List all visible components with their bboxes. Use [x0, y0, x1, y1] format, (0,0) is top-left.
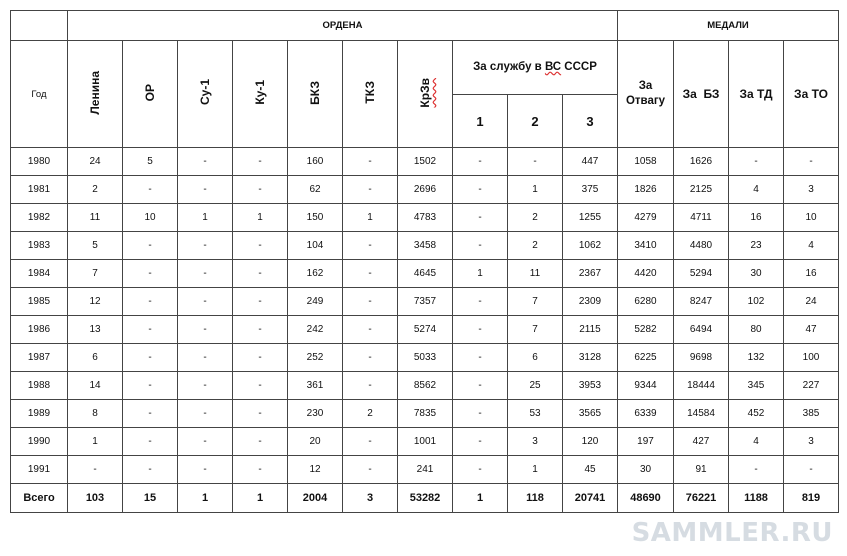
table-cell: - — [453, 148, 508, 176]
table-cell: 53 — [508, 400, 563, 428]
table-cell: 1626 — [674, 148, 729, 176]
col-bz-header: За БЗ — [674, 41, 729, 148]
total-cell: 15 — [123, 484, 178, 513]
table-cell: 9698 — [674, 344, 729, 372]
table-cell: 3953 — [563, 372, 618, 400]
table-cell: 4711 — [674, 204, 729, 232]
table-cell: 3 — [784, 176, 839, 204]
table-cell: 5 — [68, 232, 123, 260]
table-cell: 4 — [729, 428, 784, 456]
service-sub-1: 1 — [453, 95, 508, 148]
table-cell: 5294 — [674, 260, 729, 288]
col-su1-header: Су-1 — [178, 41, 233, 148]
table-cell: 6 — [68, 344, 123, 372]
orders-group-header: ОРДЕНА — [68, 11, 618, 41]
total-cell: 1 — [233, 484, 288, 513]
year-cell: 1985 — [11, 288, 68, 316]
table-cell: 252 — [288, 344, 343, 372]
table-cell: 7 — [508, 316, 563, 344]
service-sub-2: 2 — [508, 95, 563, 148]
table-cell: - — [343, 372, 398, 400]
table-row — [11, 400, 839, 428]
corner-cell — [11, 11, 68, 41]
table-row — [11, 316, 839, 344]
table-cell: 6280 — [618, 288, 674, 316]
table-cell: 249 — [288, 288, 343, 316]
total-cell: 1 — [178, 484, 233, 513]
table-cell: 2125 — [674, 176, 729, 204]
table-cell: 6339 — [618, 400, 674, 428]
total-cell: 103 — [68, 484, 123, 513]
table-cell: 227 — [784, 372, 839, 400]
table-cell: 1 — [233, 204, 288, 232]
table-cell: 2309 — [563, 288, 618, 316]
total-cell: 2004 — [288, 484, 343, 513]
year-cell: 1986 — [11, 316, 68, 344]
table-cell: - — [123, 456, 178, 484]
table-cell: 7 — [68, 260, 123, 288]
table-row — [11, 232, 839, 260]
table-cell: 150 — [288, 204, 343, 232]
table-row — [11, 456, 839, 484]
total-label: Всего — [11, 484, 68, 513]
table-cell: 104 — [288, 232, 343, 260]
table-cell: 241 — [398, 456, 453, 484]
table-cell: 30 — [729, 260, 784, 288]
year-cell: 1988 — [11, 372, 68, 400]
service-header: За службу в ВС СССР — [453, 41, 618, 95]
table-cell: 4783 — [398, 204, 453, 232]
col-to-header: За ТО — [784, 41, 839, 148]
table-cell: 7357 — [398, 288, 453, 316]
year-cell: 1981 — [11, 176, 68, 204]
table-cell: 6 — [508, 344, 563, 372]
total-cell: 48690 — [618, 484, 674, 513]
table-cell: - — [178, 456, 233, 484]
col-td-header: За ТД — [729, 41, 784, 148]
table-cell: 4480 — [674, 232, 729, 260]
table-row — [11, 288, 839, 316]
table-cell: - — [178, 428, 233, 456]
table-cell: 1001 — [398, 428, 453, 456]
table-cell: - — [123, 344, 178, 372]
table-row — [11, 372, 839, 400]
table-cell: 6494 — [674, 316, 729, 344]
table-cell: 11 — [508, 260, 563, 288]
table-cell: - — [453, 400, 508, 428]
table-cell: 11 — [68, 204, 123, 232]
table-row — [11, 176, 839, 204]
col-tkz-header: ТКЗ — [343, 41, 398, 148]
table-cell: 452 — [729, 400, 784, 428]
total-cell: 118 — [508, 484, 563, 513]
table-cell: 3458 — [398, 232, 453, 260]
table-cell: - — [178, 232, 233, 260]
table-cell: 1826 — [618, 176, 674, 204]
table-cell: - — [453, 204, 508, 232]
table-cell: 3 — [508, 428, 563, 456]
col-ku1-header: Ку-1 — [233, 41, 288, 148]
table-cell: 197 — [618, 428, 674, 456]
table-cell: 14 — [68, 372, 123, 400]
table-body — [11, 148, 839, 513]
table-cell: 4 — [729, 176, 784, 204]
table-cell: 1 — [453, 260, 508, 288]
table-cell: - — [178, 260, 233, 288]
table-cell: 8 — [68, 400, 123, 428]
table-cell: - — [123, 288, 178, 316]
table-cell: - — [453, 372, 508, 400]
table-cell: - — [233, 288, 288, 316]
table-cell: 23 — [729, 232, 784, 260]
table-cell: 16 — [784, 260, 839, 288]
table-cell: 2115 — [563, 316, 618, 344]
table-cell: - — [784, 456, 839, 484]
table-cell: 102 — [729, 288, 784, 316]
table-cell: 24 — [68, 148, 123, 176]
table-cell: - — [233, 232, 288, 260]
table-cell: - — [343, 456, 398, 484]
total-cell: 1 — [453, 484, 508, 513]
table-cell: - — [453, 456, 508, 484]
table-cell: 62 — [288, 176, 343, 204]
table-cell: 3565 — [563, 400, 618, 428]
year-cell: 1983 — [11, 232, 68, 260]
table-cell: - — [123, 232, 178, 260]
year-cell: 1984 — [11, 260, 68, 288]
table-cell: 10 — [123, 204, 178, 232]
table-cell: - — [233, 344, 288, 372]
table-cell: 6225 — [618, 344, 674, 372]
table-cell: 5033 — [398, 344, 453, 372]
table-cell: 132 — [729, 344, 784, 372]
col-otvaga-header: За Отвагу — [618, 41, 674, 148]
table-cell: - — [453, 344, 508, 372]
table-cell: 3128 — [563, 344, 618, 372]
table-cell: - — [343, 260, 398, 288]
table-cell: - — [123, 372, 178, 400]
table-cell: 2696 — [398, 176, 453, 204]
table-cell: 14584 — [674, 400, 729, 428]
year-header: Год — [11, 41, 68, 148]
table-cell: 2 — [508, 232, 563, 260]
table-cell: - — [233, 316, 288, 344]
table-cell: - — [508, 148, 563, 176]
table-cell: 24 — [784, 288, 839, 316]
year-cell: 1989 — [11, 400, 68, 428]
table-cell: - — [453, 232, 508, 260]
table-cell: 427 — [674, 428, 729, 456]
table-cell: - — [233, 456, 288, 484]
table-cell: - — [123, 176, 178, 204]
table-cell: 91 — [674, 456, 729, 484]
table-cell: 1 — [68, 428, 123, 456]
table-cell: - — [343, 288, 398, 316]
table-cell: - — [233, 176, 288, 204]
table-cell: - — [178, 288, 233, 316]
table-cell: 3410 — [618, 232, 674, 260]
table-cell: 4420 — [618, 260, 674, 288]
table-cell: 100 — [784, 344, 839, 372]
table-cell: 4 — [784, 232, 839, 260]
table-cell: 18444 — [674, 372, 729, 400]
table-cell: 2367 — [563, 260, 618, 288]
total-cell: 1188 — [729, 484, 784, 513]
table-cell: - — [453, 288, 508, 316]
table-cell: 1502 — [398, 148, 453, 176]
table-cell: 1255 — [563, 204, 618, 232]
table-cell: 361 — [288, 372, 343, 400]
table-cell: 1062 — [563, 232, 618, 260]
table-cell: 1 — [508, 176, 563, 204]
table-cell: - — [343, 232, 398, 260]
table-cell: - — [453, 316, 508, 344]
table-cell: 120 — [563, 428, 618, 456]
year-cell: 1987 — [11, 344, 68, 372]
year-cell: 1990 — [11, 428, 68, 456]
table-cell: 162 — [288, 260, 343, 288]
table-cell: 1 — [508, 456, 563, 484]
table-cell: - — [729, 456, 784, 484]
table-cell: 12 — [288, 456, 343, 484]
table-cell: - — [178, 372, 233, 400]
table-cell: - — [784, 148, 839, 176]
table-cell: 2 — [68, 176, 123, 204]
year-cell: 1980 — [11, 148, 68, 176]
table-cell: - — [343, 148, 398, 176]
medals-group-header: МЕДАЛИ — [618, 11, 839, 41]
table-cell: 230 — [288, 400, 343, 428]
total-cell: 53282 — [398, 484, 453, 513]
table-cell: - — [178, 316, 233, 344]
table-cell: 5 — [123, 148, 178, 176]
table-cell: 3 — [784, 428, 839, 456]
watermark: SAMMLER.RU — [631, 518, 833, 548]
table-cell: 25 — [508, 372, 563, 400]
table-row — [11, 344, 839, 372]
table-cell: 375 — [563, 176, 618, 204]
table-cell: - — [123, 428, 178, 456]
year-cell: 1982 — [11, 204, 68, 232]
table-cell: 45 — [563, 456, 618, 484]
table-cell: 5274 — [398, 316, 453, 344]
table-cell: 7835 — [398, 400, 453, 428]
table-row — [11, 148, 839, 176]
table-cell: 12 — [68, 288, 123, 316]
table-cell: - — [343, 428, 398, 456]
table-cell: 20 — [288, 428, 343, 456]
service-sub-3: 3 — [563, 95, 618, 148]
total-row — [11, 484, 839, 513]
table-cell: - — [233, 148, 288, 176]
table-cell: - — [123, 400, 178, 428]
table-cell: 10 — [784, 204, 839, 232]
table-cell: 8562 — [398, 372, 453, 400]
table-cell: 447 — [563, 148, 618, 176]
table-cell: - — [453, 176, 508, 204]
table-cell: - — [233, 260, 288, 288]
table-cell: 1 — [343, 204, 398, 232]
table-cell: - — [343, 344, 398, 372]
table-cell: 345 — [729, 372, 784, 400]
col-krzv-header: КрЗв — [398, 41, 453, 148]
table-cell: 80 — [729, 316, 784, 344]
total-cell: 3 — [343, 484, 398, 513]
table-cell: 30 — [618, 456, 674, 484]
col-lenin-header: Ленина — [68, 41, 123, 148]
awards-table — [10, 10, 839, 513]
table-cell: 5282 — [618, 316, 674, 344]
table-cell: 2 — [343, 400, 398, 428]
table-cell: - — [68, 456, 123, 484]
table-cell: 13 — [68, 316, 123, 344]
table-cell: - — [343, 316, 398, 344]
total-cell: 819 — [784, 484, 839, 513]
table-cell: 4645 — [398, 260, 453, 288]
table-row — [11, 260, 839, 288]
table-cell: - — [178, 400, 233, 428]
table-cell: 385 — [784, 400, 839, 428]
table-row — [11, 428, 839, 456]
col-or-header: ОР — [123, 41, 178, 148]
table-cell: 7 — [508, 288, 563, 316]
table-cell: - — [233, 400, 288, 428]
table-cell: 242 — [288, 316, 343, 344]
table-cell: 2 — [508, 204, 563, 232]
col-bkz-header: БКЗ — [288, 41, 343, 148]
table-cell: 1058 — [618, 148, 674, 176]
table-row — [11, 204, 839, 232]
total-cell: 76221 — [674, 484, 729, 513]
table-cell: - — [343, 176, 398, 204]
table-cell: - — [123, 316, 178, 344]
year-cell: 1991 — [11, 456, 68, 484]
table-cell: - — [233, 428, 288, 456]
total-cell: 20741 — [563, 484, 618, 513]
table-cell: - — [233, 372, 288, 400]
table-cell: 1 — [178, 204, 233, 232]
table-cell: - — [453, 428, 508, 456]
table-cell: 4279 — [618, 204, 674, 232]
table-cell: 160 — [288, 148, 343, 176]
table-cell: - — [123, 260, 178, 288]
table-cell: - — [729, 148, 784, 176]
table-cell: 8247 — [674, 288, 729, 316]
table-cell: 16 — [729, 204, 784, 232]
table-cell: - — [178, 176, 233, 204]
table-cell: 9344 — [618, 372, 674, 400]
table-cell: - — [178, 148, 233, 176]
table-cell: - — [178, 344, 233, 372]
table-cell: 47 — [784, 316, 839, 344]
